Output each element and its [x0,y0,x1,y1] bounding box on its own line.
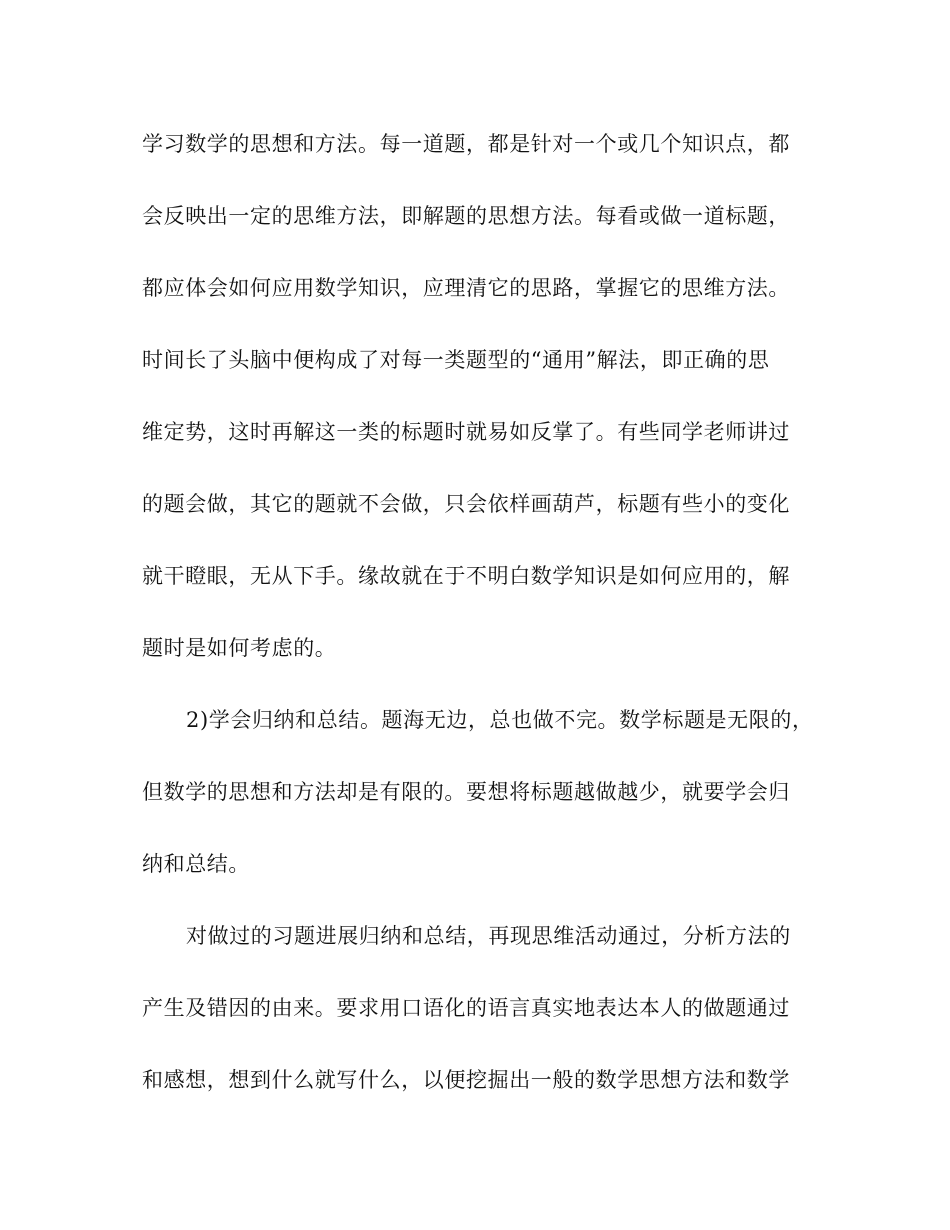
paragraph-line-10: 但数学的思想和方法却是有限的。要想将标题越做越少，就要学会归 [142,780,790,804]
paragraph-line-2: 会反映出一定的思维方法，即解题的思想方法。每看或做一道标题， [142,204,790,228]
paragraph-line-14: 和感想，想到什么就写什么，以便挖掘出一般的数学思想方法和数学 [142,1068,790,1092]
paragraph-line-12: 对做过的习题进展归纳和总结，再现思维活动通过，分析方法的 [186,924,791,948]
paragraph-line-13: 产生及错因的由来。要求用口语化的语言真实地表达本人的做题通过 [142,996,790,1020]
paragraph-line-11: 纳和总结。 [142,852,250,876]
paragraph-line-4: 时间长了头脑中便构成了对每一类题型的“通用”解法，即正确的思 [142,348,770,372]
paragraph-line-1: 学习数学的思想和方法。每一道题，都是针对一个或几个知识点，都 [142,132,790,156]
paragraph-line-5: 维定势，这时再解这一类的标题时就易如反掌了。有些同学老师讲过 [142,420,790,444]
paragraph-line-7: 就干瞪眼，无从下手。缘故就在于不明白数学知识是如何应用的，解 [142,564,790,588]
paragraph-line-3: 都应体会如何应用数学知识，应理清它的思路，掌握它的思维方法。 [142,276,790,300]
paragraph-line-9: 2)学会归纳和总结。题海无边，总也做不完。数学标题是无限的， [186,708,814,732]
paragraph-line-6: 的题会做，其它的题就不会做，只会依样画葫芦，标题有些小的变化 [142,492,790,516]
paragraph-line-8: 题时是如何考虑的。 [142,636,337,660]
